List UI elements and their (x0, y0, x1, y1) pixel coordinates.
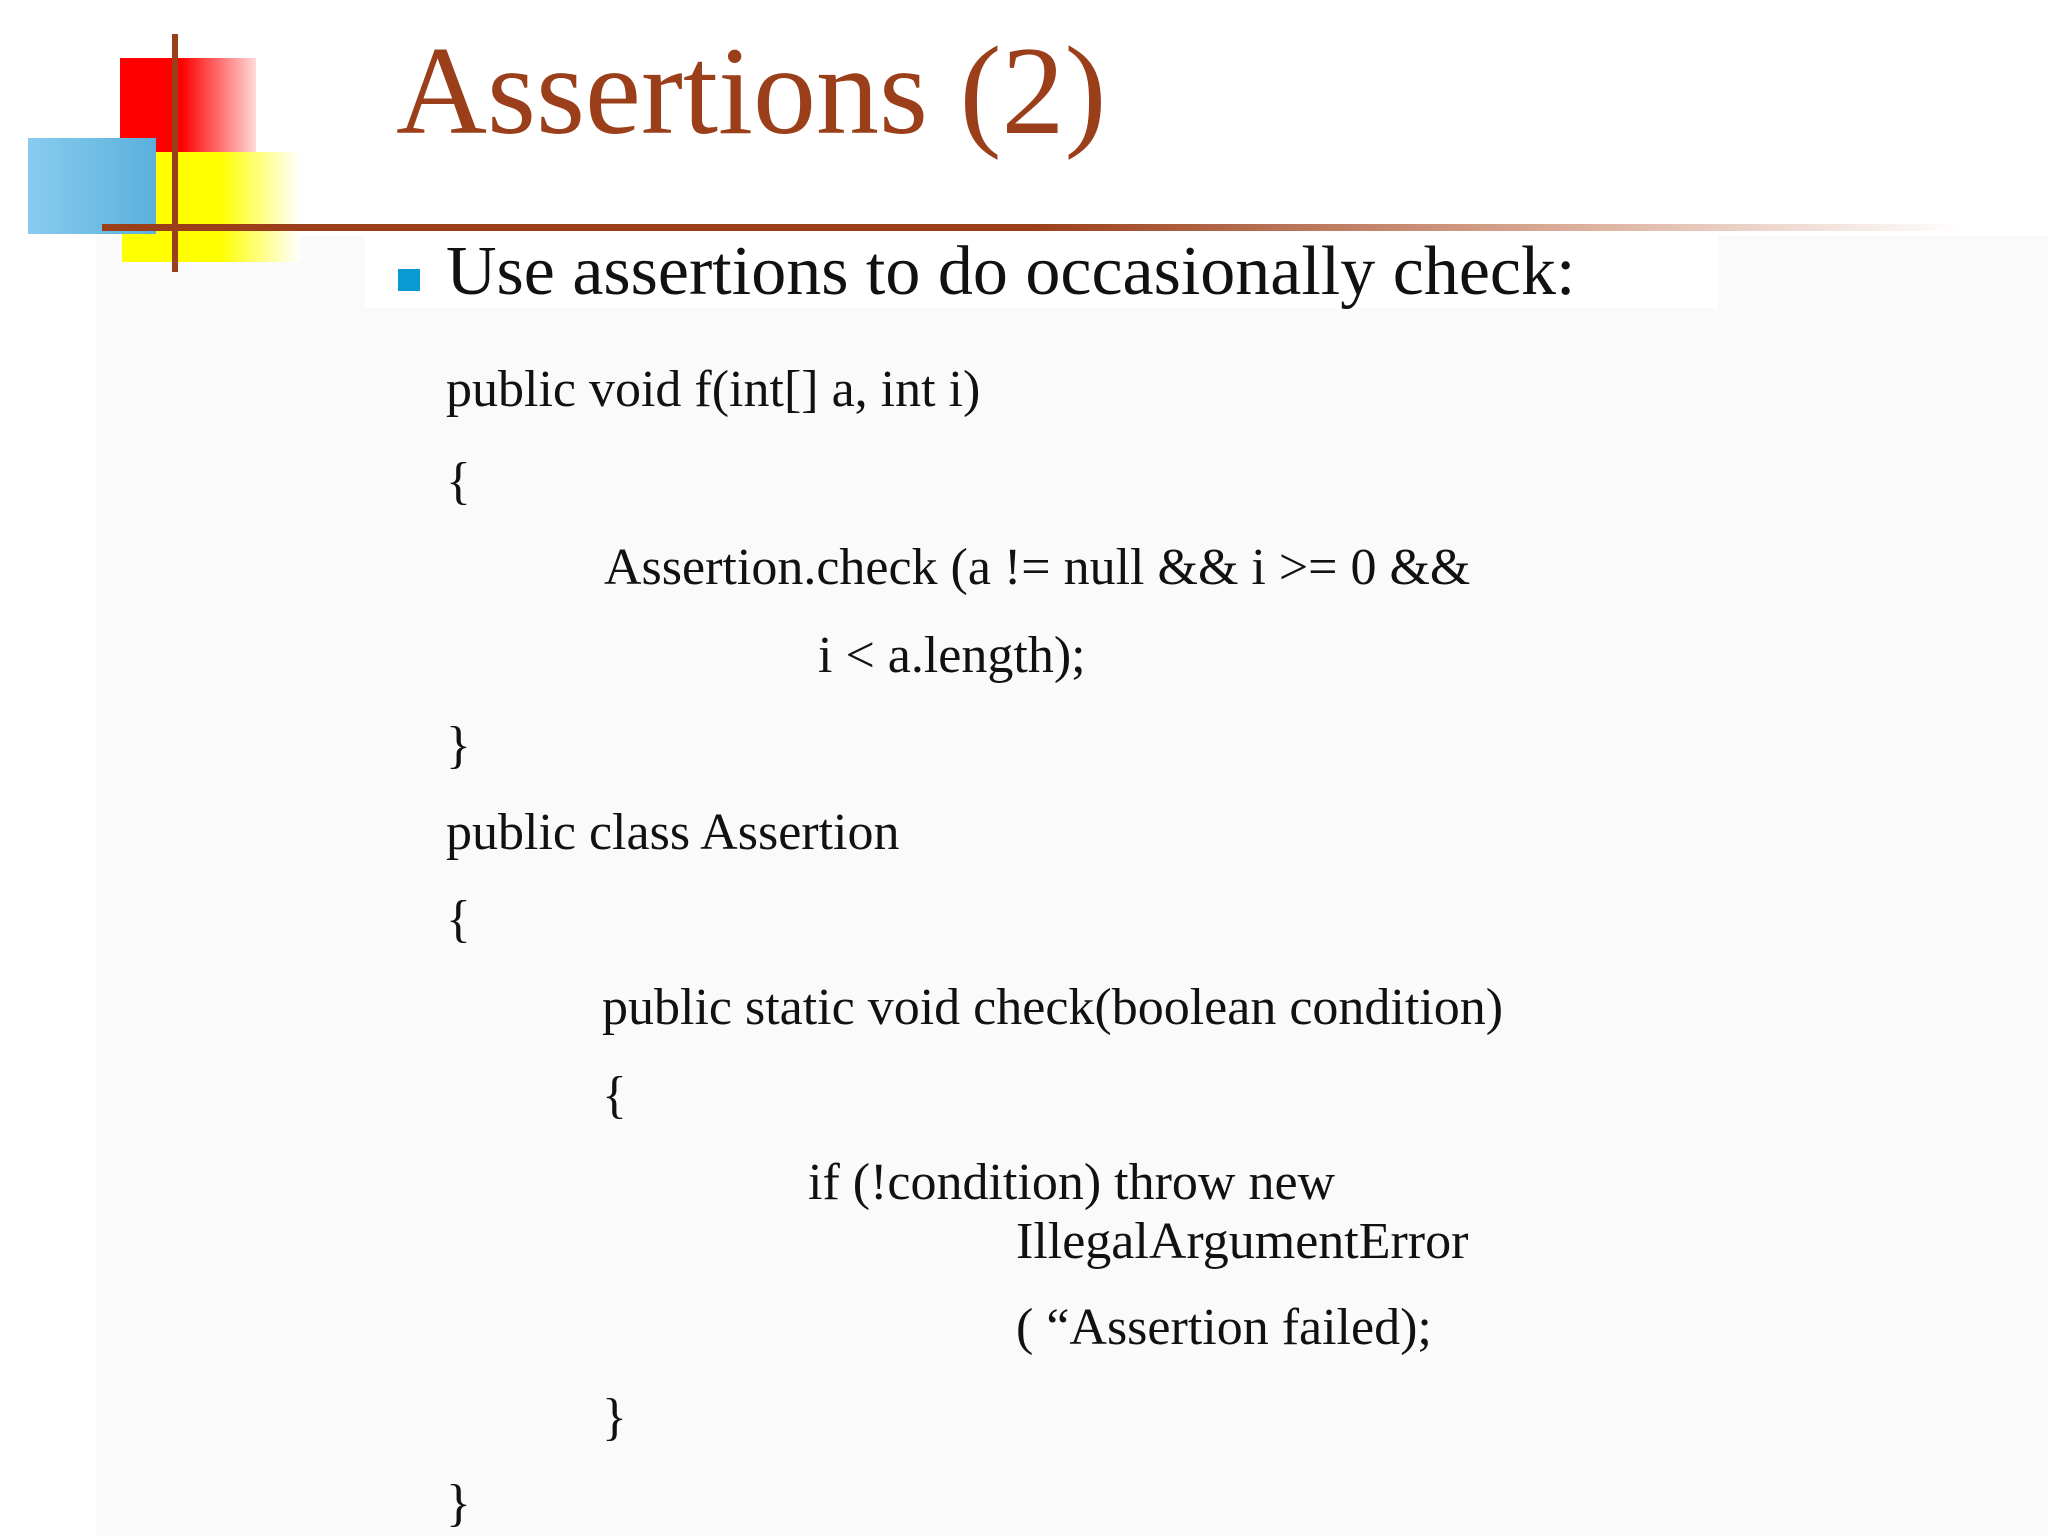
code-line: Assertion.check (a != null && i >= 0 && (604, 539, 1471, 596)
code-line: { (446, 453, 471, 510)
code-line: if (!condition) throw new (808, 1154, 1336, 1211)
code-line: public static void check(boolean condition) (602, 979, 1504, 1036)
code-line: public void f(int[] a, int i) (446, 361, 981, 418)
slide-title: Assertions (2) (396, 22, 1107, 161)
code-line: ( “Assertion failed); (1016, 1299, 1432, 1356)
code-line: { (446, 891, 471, 948)
square-bullet-icon (398, 269, 420, 291)
code-line: IllegalArgumentError (1016, 1213, 1469, 1270)
code-line: public class Assertion (446, 804, 900, 861)
code-line: } (602, 1389, 627, 1446)
title-underline-rule (102, 224, 1962, 231)
code-line: } (446, 717, 471, 774)
code-line: i < a.length); (818, 627, 1086, 684)
bullet-text: Use assertions to do occasionally check: (446, 233, 1576, 310)
code-line: } (446, 1475, 471, 1532)
blue-square-decoration (28, 138, 156, 234)
code-line: { (602, 1067, 627, 1124)
vertical-rule (172, 34, 178, 272)
